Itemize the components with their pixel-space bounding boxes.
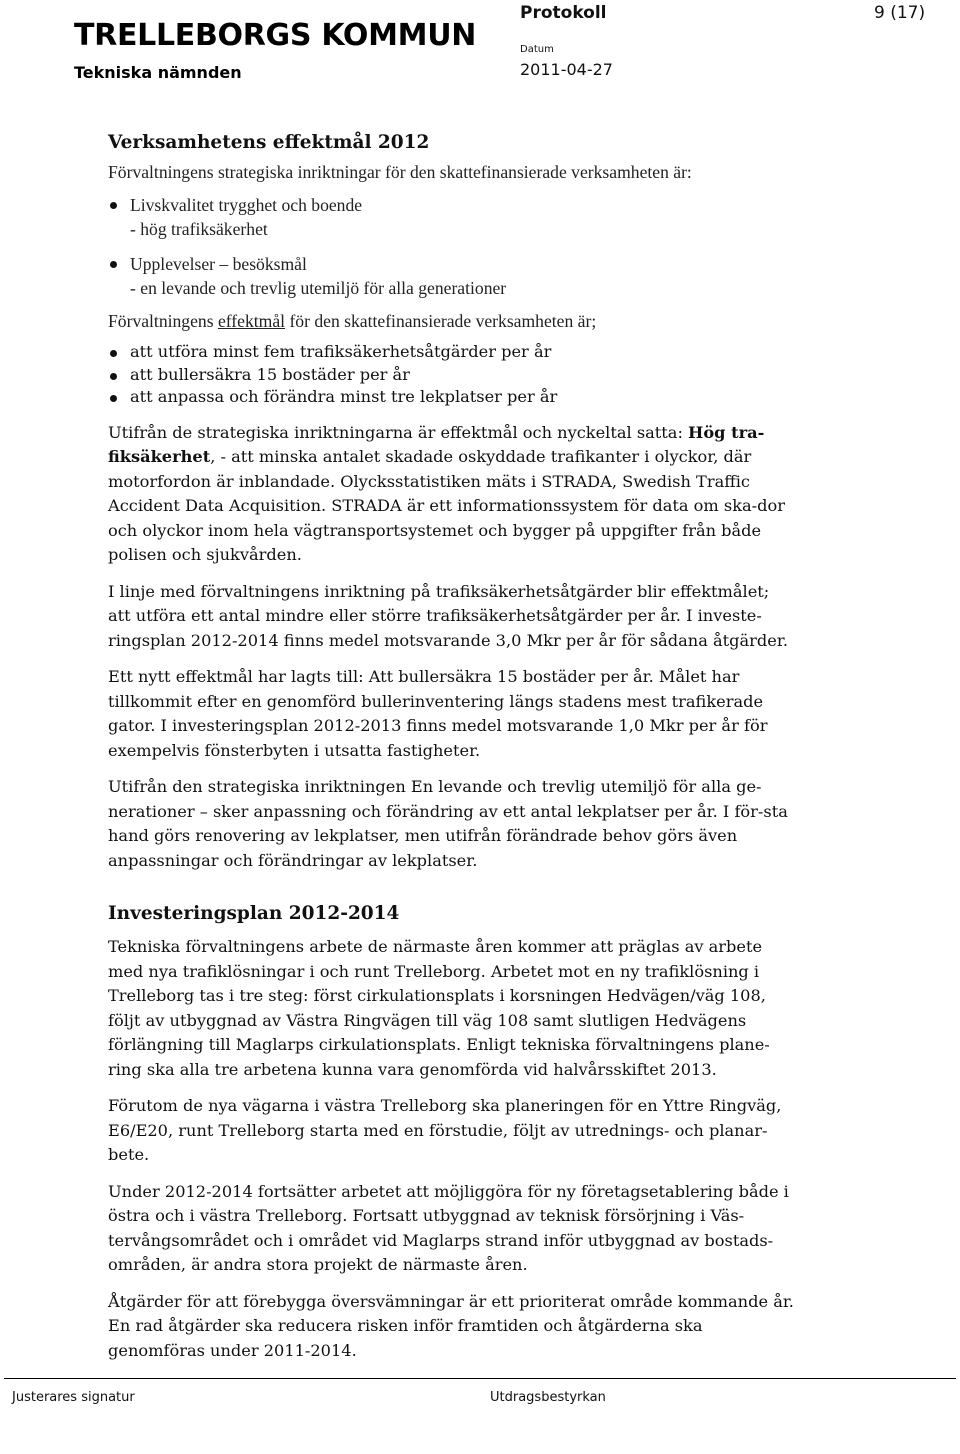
paragraph: Förutom de nya vägarna i västra Trelleborg ska planeringen för en Yttre Ringväg, E6/E20, runt Trelleborg starta med en förstudie, följt av utrednings- och planar-bete.: [108, 1096, 782, 1164]
goals-list: [108, 341, 796, 409]
organization-name: TRELLEBORGS KOMMUN: [74, 18, 477, 53]
document-body: [108, 130, 796, 1363]
goals-intro: Förvaltningens effektmål för den skattefinansierade verksamheten är;: [108, 310, 597, 331]
strategy-intro: Förvaltningens strategiska inriktningar för den skattefinansierade verksamheten är:: [108, 162, 692, 182]
signature-label: Justerares signatur: [12, 1390, 135, 1405]
underlined-term: effektmål: [217, 310, 286, 331]
paragraph: Åtgärder för att förebygga översvämningar är ett prioriterat område kommande år. En rad åtgärder ska reducera risken inför framtiden och åtgärderna ska genomföras under 2011-2014.: [108, 1291, 794, 1360]
list-item: Upplevelser – besöksmål - en levande och trevlig utemiljö för alla generationer: [108, 252, 796, 301]
footer-divider: [4, 1378, 956, 1379]
extract-certification-label: Utdragsbestyrkan: [490, 1390, 606, 1405]
list-item: att utföra minst fem trafiksäkerhetsåtgärder per år: [108, 341, 796, 364]
paragraph: Tekniska förvaltningens arbete de närmaste åren kommer att präglas av arbete med nya trafiklösningar i och runt Trelleborg. Arbetet mot en ny trafiklösning i Trelleborg tas i tre steg: först cirkulationsplats i korsningen Hedvägen/väg 108, följt av utbyggnad av Västra Ringvägen till väg 108 samt slutligen Hedvägens förlängning till Maglarps cirkulationsplats. Enligt tekniska förvaltningens plane-ring ska alla tre arbetena kunna vara genomförda vid halvårsskiftet 2013.: [108, 937, 770, 1079]
paragraph: Utifrån de strategiska inriktningarna är effektmål och nyckeltal satta: Hög tra-fiksäkerhet, - att minska antalet skadade oskyddade trafikanter i olyckor, där motorfordon är inblandade. Olycksstatistiken mäts i STRADA, Swedish Traffic Accident Data Acquisition. STRADA är ett informationssystem för data om ska-dor och olyckor inom hela vägtransportsystemet och bygger på uppgifter från både polisen och sjukvården.: [108, 422, 785, 564]
document-type: Protokoll: [520, 3, 607, 23]
paragraph: I linje med förvaltningens inriktning på trafiksäkerhetsåtgärder blir effektmålet; att utföra ett antal mindre eller större trafiksäkerhetsåtgärder per år. I investe-ringsplan 2012-2014 finns medel motsvarande 3,0 Mkr per år för sådana åtgärder.: [108, 581, 788, 650]
date-label: Datum: [520, 44, 554, 55]
paragraph: Ett nytt effektmål har lagts till: Att bullersäkra 15 bostäder per år. Målet har tillkommit efter en genomförd bullerinventering längs stadens mest trafikerade gator. I investeringsplan 2012-2013 finns medel motsvarande 1,0 Mkr per år för exempelvis fönsterbyten i utsatta fastigheter.: [108, 667, 768, 760]
date-value: 2011-04-27: [520, 60, 613, 79]
paragraph: Under 2012-2014 fortsätter arbetet att möjliggöra för ny företagsetablering både i östra och i västra Trelleborg. Fortsatt utbyggnad av teknisk försörjning i Väs-tervångsområdet och i området vid Maglarps strand inför utbyggnad av bostads-områden, är andra stora projekt de närmaste åren.: [108, 1181, 789, 1274]
strategy-list: [108, 193, 796, 301]
list-item: att bullersäkra 15 bostäder per år: [108, 364, 796, 387]
section-heading-effektmal: Verksamhetens effektmål 2012: [108, 132, 430, 153]
list-item: att anpassa och förändra minst tre lekplatser per år: [108, 386, 796, 409]
section-heading-investeringsplan: Investeringsplan 2012-2014: [108, 903, 400, 924]
page-number: 9 (17): [874, 3, 926, 23]
paragraph: Utifrån den strategiska inriktningen En levande och trevlig utemiljö för alla ge-nerationer – sker anpassning och förändring av ett antal lekplatser per år. I för-sta hand görs renovering av lekplatser, men utifrån förändrade behov görs även anpassningar och förändringar av lekplatser.: [108, 777, 788, 870]
list-item: Livskvalitet trygghet och boende - hög trafiksäkerhet: [108, 193, 796, 242]
department-name: Tekniska nämnden: [74, 63, 242, 82]
